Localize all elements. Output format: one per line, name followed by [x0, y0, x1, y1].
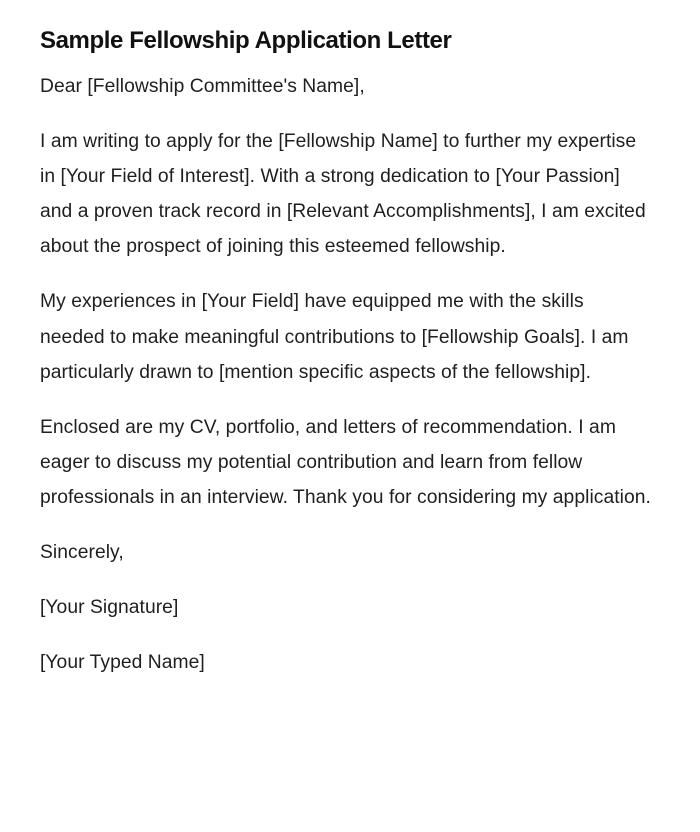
salutation: Dear [Fellowship Committee's Name], [40, 76, 365, 97]
signature: [Your Signature] [40, 597, 179, 619]
typed-name: [Your Typed Name] [40, 652, 205, 674]
letter-document [40, 26, 652, 680]
page-title: Sample Fellowship Application Letter [40, 27, 452, 54]
body-paragraph-enclosures: Enclosed are my CV, portfolio, and letters of recommendation. I am eager to discuss my potential contribution and learn from fellow professionals in an interview. Thank you for considering my application. [40, 416, 651, 508]
body-paragraph-intro: I am writing to apply for the [Fellowship Name] to further my expertise in [Your Field of Interest]. With a strong dedication to [Your Passion] and a proven track record in [Relevant Accomplishments], I am excited about the prospect of joining this esteemed fellowship. [40, 131, 646, 258]
closing: Sincerely, [40, 542, 124, 564]
body-paragraph-experience: My experiences in [Your Field] have equipped me with the skills needed to make meaningful contributions to [Fellowship Goals]. I am particularly drawn to [mention specific aspects of the fellowship]. [40, 291, 629, 383]
